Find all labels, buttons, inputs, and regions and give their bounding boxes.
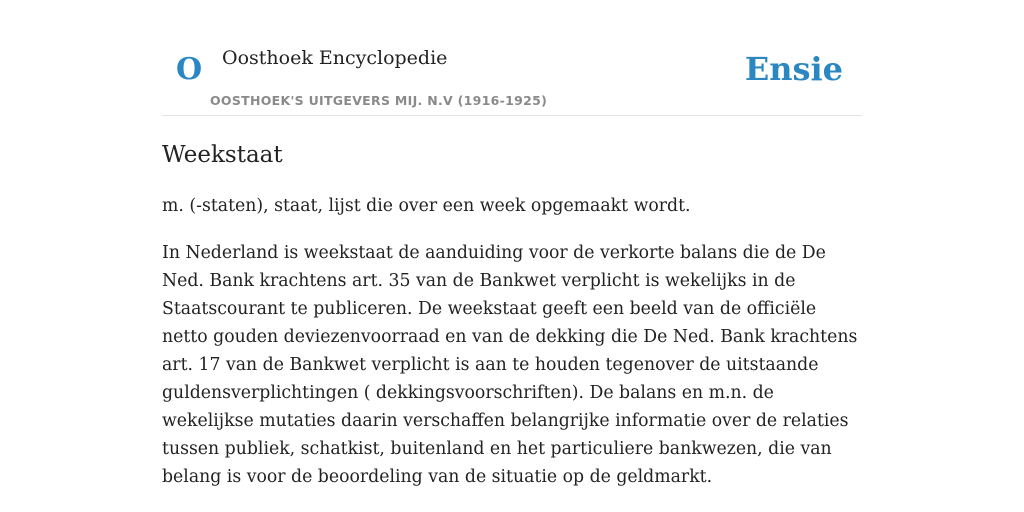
entry-definition: m. (-staten), staat, lijst die over een week opgemaakt wordt. xyxy=(162,196,691,216)
source-logo-icon[interactable]: O xyxy=(176,52,203,87)
page-container xyxy=(162,0,862,487)
page-header xyxy=(162,0,862,116)
entry-title: Weekstaat xyxy=(162,142,283,168)
entry-body xyxy=(162,192,862,510)
entry-description: In Nederland is weekstaat de aanduiding voor de verkorte balans die de De Ned. Bank krachtens art. 35 van de Bankwet verplicht is wekelijks in de Staatscourant te publiceren. De weekstaat geeft een beeld van de officiële netto gouden deviezenvoorraad en van de dekking die De Ned. Bank krachtens art. 17 van de Bankwet verplicht is aan te houden tegenover de uitstaande guldensverplichtingen ( dekkingsvoorschriften). De balans en m.n. de wekelijkse mutaties daarin verschaffen belangrijke informatie over de relaties tussen publiek, schatkist, buitenland en het particuliere bankwezen, die van belang is voor de beoordeling van de situatie op de geldmarkt. xyxy=(162,243,858,487)
ensie-brand-logo[interactable]: Ensie xyxy=(744,50,843,88)
source-title-link[interactable]: Oosthoek Encyclopedie xyxy=(222,47,448,69)
source-publisher: OOSTHOEK'S UITGEVERS MIJ. N.V (1916-1925) xyxy=(210,93,548,108)
